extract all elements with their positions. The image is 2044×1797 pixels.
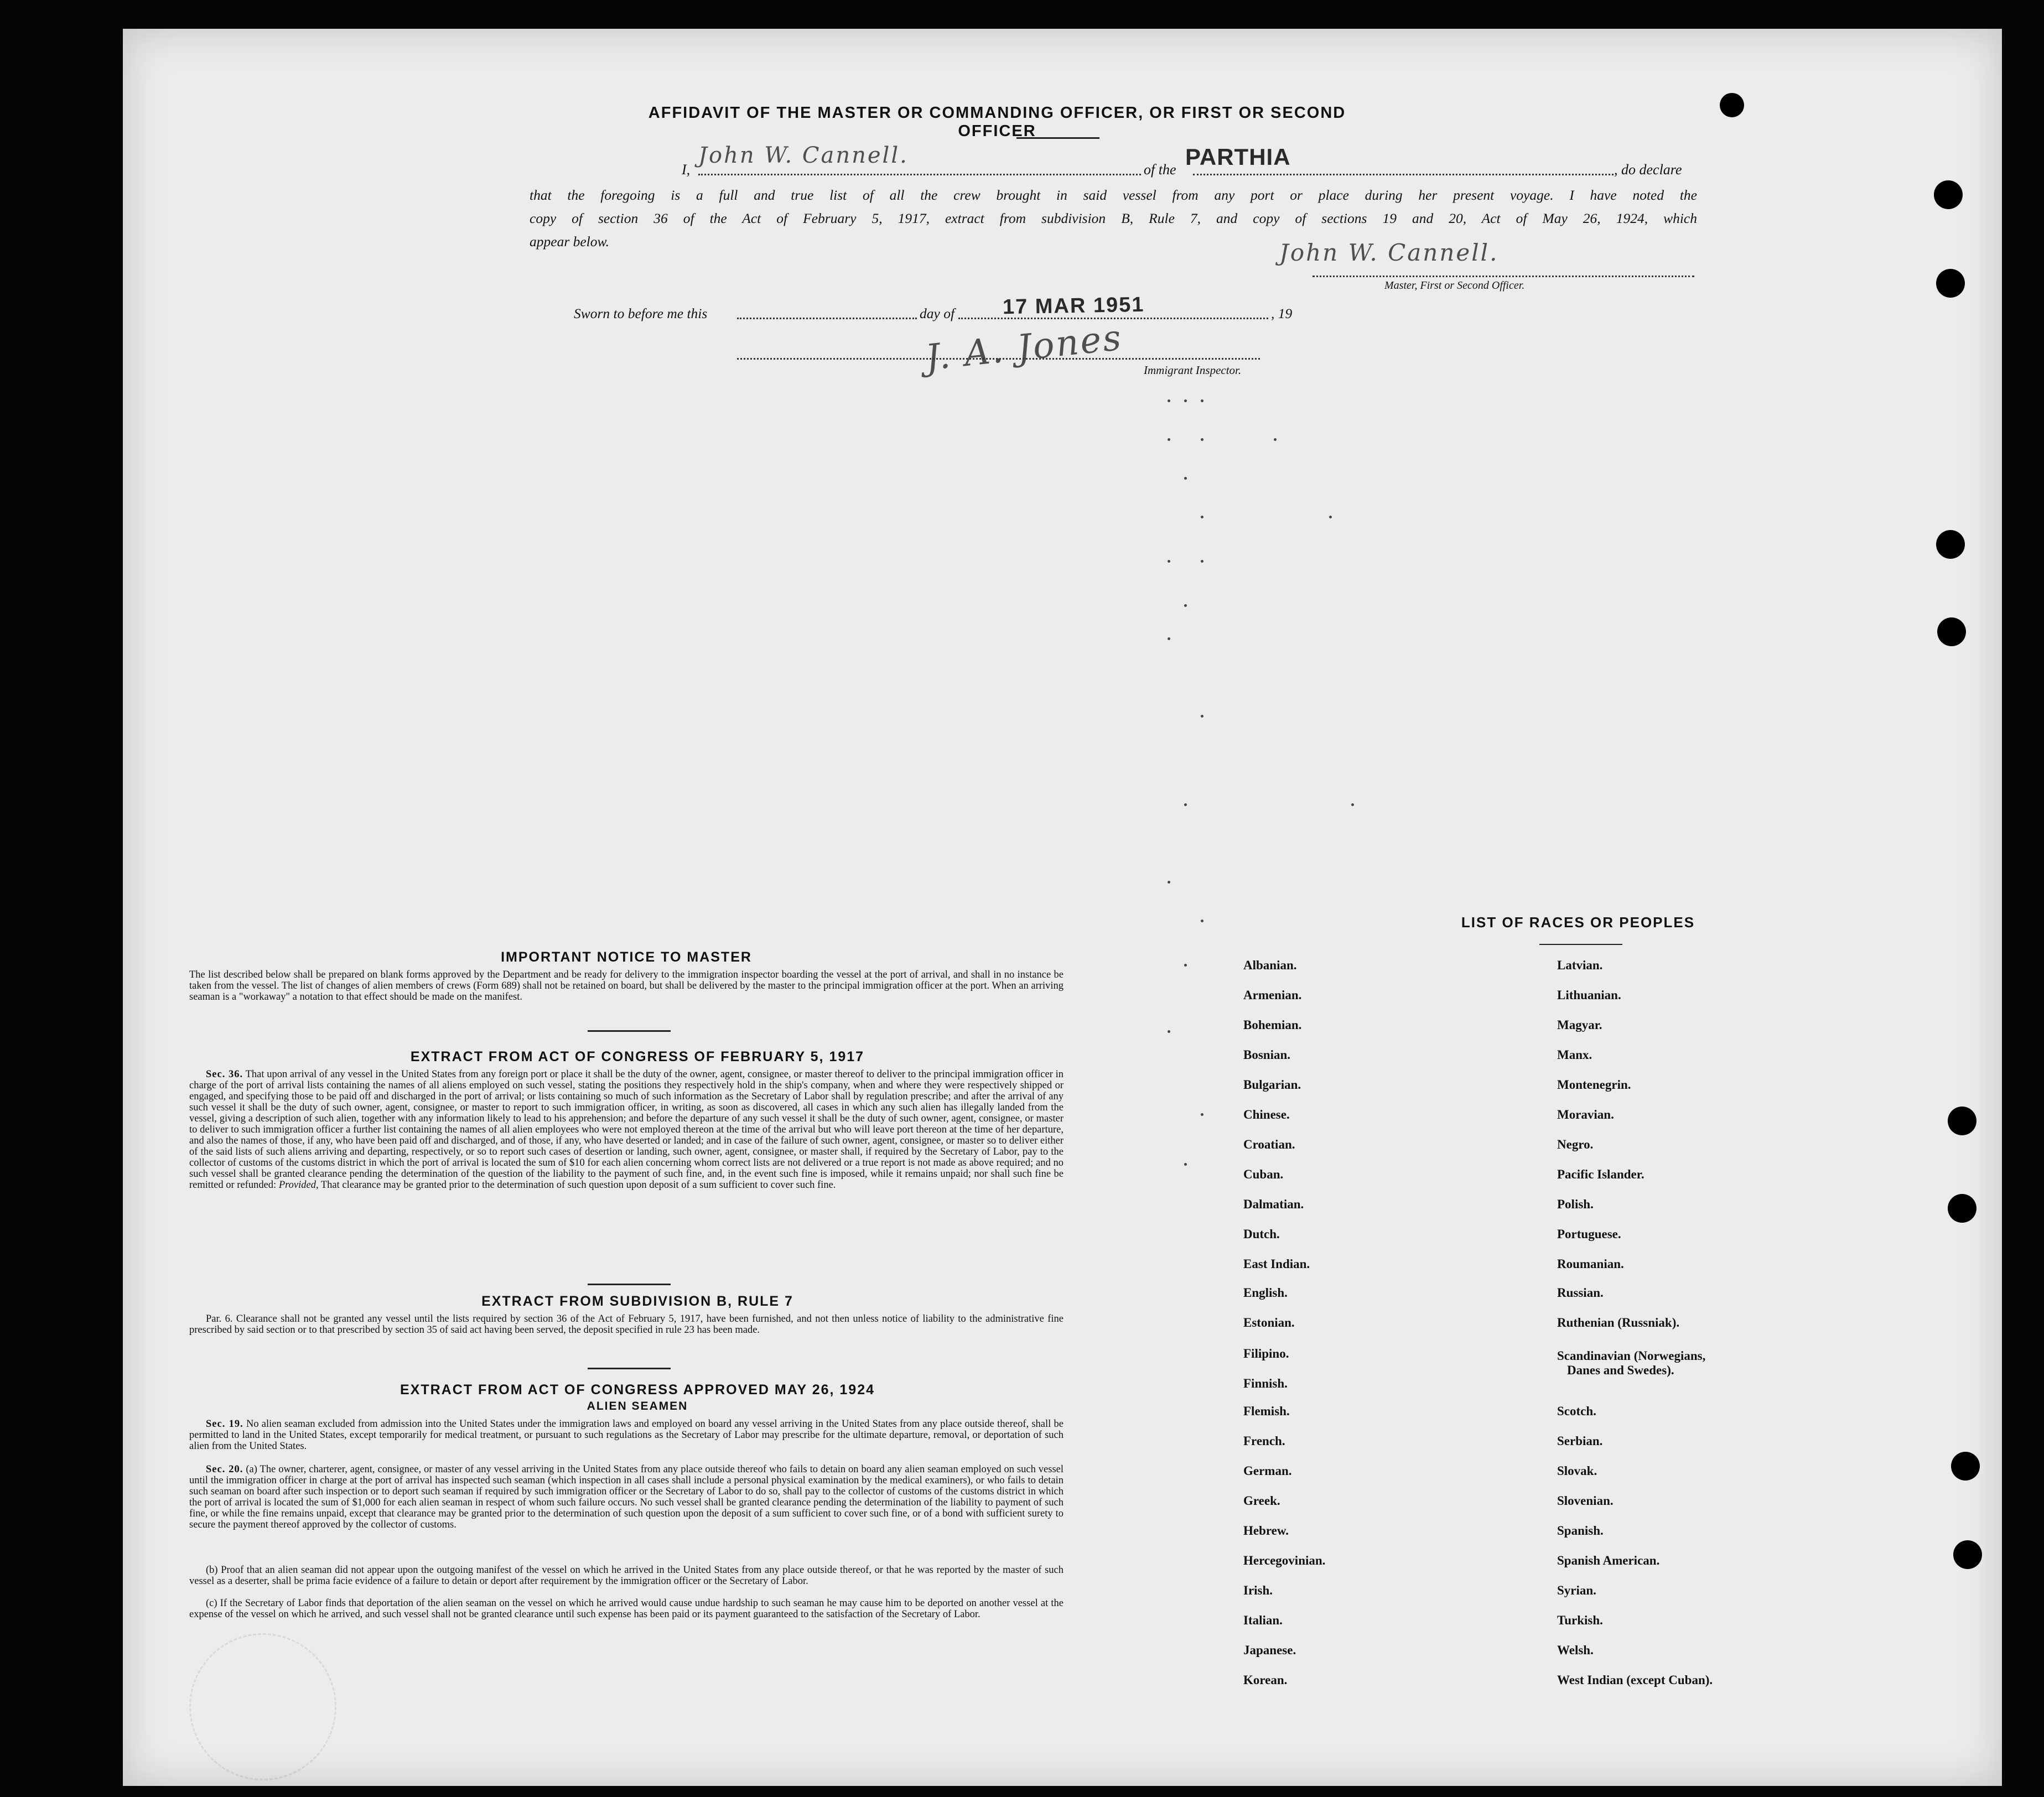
inspector-signature: J. A. Jones — [924, 317, 1125, 379]
bleed-speck — [1184, 803, 1187, 806]
sec-36-proviso: Provided, — [278, 1180, 319, 1191]
bleed-speck — [1351, 803, 1354, 806]
bleed-speck — [1168, 399, 1170, 402]
bleed-speck — [1201, 399, 1203, 402]
embossed-seal — [189, 1633, 336, 1780]
bleed-speck — [1329, 516, 1332, 518]
sworn-label: Sworn to before me this — [574, 305, 708, 321]
bleed-speck — [1184, 399, 1187, 402]
sec-19-label: Sec. 19. — [206, 1419, 243, 1430]
vessel-name-line — [1193, 174, 1614, 175]
race-item: Roumanian. — [1557, 1257, 1624, 1271]
sec-20a — [189, 1464, 1063, 1530]
race-item: Slovak. — [1557, 1464, 1597, 1478]
day-of-label: day of — [920, 305, 955, 321]
race-item: Montenegrin. — [1557, 1078, 1631, 1092]
document-page — [123, 29, 2002, 1786]
master-signature: John W. Cannell. — [698, 143, 909, 168]
race-item: Cuban. — [1243, 1167, 1284, 1181]
bleed-speck — [1201, 715, 1203, 718]
affidavit-title: AFFIDAVIT OF THE MASTER OR COMMANDING OFFICER, OR FIRST OR SECOND OFFICER — [648, 104, 1346, 140]
divider-2 — [588, 1284, 671, 1285]
extract-1917-text — [189, 1069, 1063, 1191]
race-item: Serbian. — [1557, 1434, 1603, 1448]
race-item: Bohemian. — [1243, 1018, 1302, 1032]
bleed-speck — [1201, 1113, 1203, 1116]
bleed-speck — [1201, 438, 1203, 441]
declaration-line-2: copy of section 36 of the Act of February 5, 1917, extract from subdivision B, Rule 7, and copy of sections 19 and 20, Act of May 26, 1924, which — [530, 210, 1697, 226]
race-item: Finnish. — [1243, 1377, 1288, 1390]
race-item: Dalmatian. — [1243, 1197, 1304, 1211]
punch-hole — [1937, 617, 1966, 646]
race-item: Magyar. — [1557, 1018, 1602, 1032]
punch-hole — [1936, 269, 1965, 298]
bleed-speck — [1201, 560, 1203, 563]
race-item: Polish. — [1557, 1197, 1594, 1211]
race-item: Lithuanian. — [1557, 988, 1621, 1002]
race-item: Slovenian. — [1557, 1494, 1614, 1508]
race-item: Spanish American. — [1557, 1554, 1660, 1567]
bleed-speck — [1201, 920, 1203, 922]
race-item: Japanese. — [1243, 1643, 1296, 1657]
bleed-speck — [1168, 438, 1170, 441]
sec-20b: (b) Proof that an alien seaman did not appear upon the outgoing manifest of the vessel on which he arrived in the United States from any place outside thereof, or that he was reported by the master of such vessel as a deserter, shall be prima facie evidence of a failure to detain or deport after requirement by the immigration officer or the Secretary of Labor. — [189, 1565, 1063, 1587]
sec-36-label: Sec. 36. — [206, 1069, 243, 1080]
bleed-speck — [1168, 560, 1170, 563]
sec-36-text-end: That clearance may be granted prior to the determination of such question upon deposit of a sum sufficient to cover such fine. — [320, 1180, 836, 1191]
bleed-speck — [1168, 1030, 1170, 1033]
race-item: Bulgarian. — [1243, 1078, 1301, 1092]
race-item: Scandinavian (Norwegians, — [1557, 1349, 1706, 1363]
race-item: Estonian. — [1243, 1316, 1295, 1329]
sec-20-label: Sec. 20. — [206, 1464, 243, 1475]
race-item: Turkish. — [1557, 1613, 1603, 1627]
divider-1 — [588, 1030, 671, 1032]
bleed-speck — [1274, 438, 1277, 441]
race-item: Spanish. — [1557, 1524, 1604, 1538]
race-item: Chinese. — [1243, 1108, 1290, 1121]
master-name-line — [698, 174, 1141, 175]
vessel-name: PARTHIA — [1185, 144, 1291, 170]
race-item: Dutch. — [1243, 1227, 1280, 1241]
bleed-speck — [1168, 881, 1170, 884]
punch-hole — [1948, 1194, 1976, 1223]
race-item: Greek. — [1243, 1494, 1280, 1508]
bleed-speck — [1168, 637, 1170, 640]
of-the-label: of the — [1144, 162, 1176, 178]
extract-1917-title: EXTRACT FROM ACT OF CONGRESS OF FEBRUARY 5, 1917 — [410, 1049, 865, 1064]
rule7-title: EXTRACT FROM SUBDIVISION B, RULE 7 — [481, 1294, 793, 1309]
inspector-caption: Immigrant Inspector. — [1144, 363, 1242, 377]
bleed-speck — [1184, 477, 1187, 480]
rule7-text: Par. 6. Clearance shall not be granted any vessel until the lists required by section 36 of the Act of February 5, 1917, have been furnished, and not then unless notice of liability to the administrative fine prescribed by said section or to that prescribed by section 35 of said act having been served, the deposit specified in rule 23 has been made. — [189, 1313, 1063, 1336]
race-item: Welsh. — [1557, 1643, 1594, 1657]
race-item: Moravian. — [1557, 1108, 1614, 1121]
race-item: Hercegovinian. — [1243, 1554, 1326, 1567]
race-item: East Indian. — [1243, 1257, 1310, 1271]
race-item: Irish. — [1243, 1583, 1273, 1597]
races-title: LIST OF RACES OR PEOPLES — [1461, 914, 1695, 931]
bleed-speck — [1184, 604, 1187, 607]
ink-blot — [1720, 93, 1744, 117]
extract-1924-title: EXTRACT FROM ACT OF CONGRESS APPROVED MAY 26, 1924 — [400, 1382, 875, 1398]
race-item: Italian. — [1243, 1613, 1283, 1627]
master-signature-caption: Master, First or Second Officer. — [1384, 279, 1525, 292]
race-item: Croatian. — [1243, 1138, 1295, 1151]
notice-text: The list described below shall be prepared on blank forms approved by the Department and be ready for delivery to the immigration inspector boarding the vessel at the port of arrival, and shall in no instance be taken from the vessel. The list of changes of alien members of crews (Form 689) shall not be retained on board, but shall be delivered by the master to the principal immigration officer at the port. When an arriving seaman is a "workaway" a notation to that effect should be made on the manifest. — [189, 969, 1063, 1003]
races-divider — [1539, 944, 1622, 945]
punch-hole — [1951, 1452, 1980, 1481]
race-item: Korean. — [1243, 1673, 1288, 1687]
i-label: I, — [682, 162, 691, 178]
bleed-speck — [1201, 516, 1203, 518]
punch-hole — [1936, 530, 1965, 559]
race-item: Danes and Swedes). — [1567, 1363, 1674, 1377]
punch-hole — [1948, 1107, 1976, 1135]
title-divider — [1016, 137, 1099, 139]
divider-3 — [588, 1368, 671, 1369]
master-signature-line — [1312, 276, 1694, 277]
race-item: Pacific Islander. — [1557, 1167, 1644, 1181]
bleed-speck — [1184, 1163, 1187, 1166]
master-signature-2: John W. Cannell. — [1279, 239, 1499, 266]
declaration-line-1: that the foregoing is a full and true list of all the crew brought in said vessel from any port or place during her present voyage. I have noted the — [530, 187, 1697, 203]
race-item: Latvian. — [1557, 958, 1603, 972]
sec-19-text: No alien seaman excluded from admission into the United States under the immigration laws and employed on board any vessel arriving in the United States from any place outside thereof, shall be permitted to land in the United States, except temporarily for medical treatment, or pursuant to such regulations as the Secretary of Labor may prescribe for the ultimate departure, removal, or deportation of such alien from the United States. — [189, 1419, 1064, 1452]
sworn-day-line — [737, 318, 917, 319]
race-item: Armenian. — [1243, 988, 1302, 1002]
race-item: Albanian. — [1243, 958, 1297, 972]
race-item: Flemish. — [1243, 1404, 1290, 1418]
do-declare: , do declare — [1614, 162, 1682, 178]
declaration-line-3: appear below. — [530, 233, 610, 250]
race-item: Ruthenian (Russniak). — [1557, 1316, 1680, 1329]
race-item: Hebrew. — [1243, 1524, 1289, 1538]
race-item: Syrian. — [1557, 1583, 1596, 1597]
sec-36-text: That upon arrival of any vessel in the United States from any foreign port or place it shall be the duty of the owner, agent, consignee, or master thereof to deliver to the principal immigration officer in charge of the port of arrival lists containing the names of all aliens employed on such vessel, stating the positions they respectively hold in the ship's company, when and where they were respectively shipped or engaged, and specifying those to be paid off and discharged in the port of arrival; or lists containing so much of such information as the Secretary of Labor shall by regulation prescribe; and after the arrival of any such vessel it shall be the duty of such owner, agent, consignee, or master to report to such immigration officer, in writing, as soon as discovered, all cases in which any such alien has illegally landed from the vessel, giving a description of such alien, together with any information likely to lead to his apprehension; and before the departure of any such vessel it shall be the duty of such owner, agent, consignee, or master to deliver to such immigration officer a further list containing the names of all alien employees who were not employed thereon at the time of the arrival but who will leave port thereon at the time of her departure, and also the names of those, if any, who have been paid off and discharged, and of those, if any, who have deserted or landed; and in case of the failure of such owner, agent, consignee, or master so to deliver either of the said lists of such aliens arriving and departing, respectively, or so to report such cases of desertion or landing, such owner, agent, consignee, or master shall, if required by the Secretary of Labor, pay to the collector of customs of the customs district in which the port of arrival is located the sum of $10 for each alien concerning whom correct lists are not delivered or a true report is not made as above required; and no such vessel shall be granted clearance pending the determination of the question of the liability to the payment of such fine, and, in the event such fine is imposed, while it remains unpaid; nor shall such fine be remitted or refunded: — [189, 1069, 1063, 1191]
race-item: Scotch. — [1557, 1404, 1596, 1418]
race-item: Manx. — [1557, 1048, 1592, 1062]
bleed-speck — [1184, 964, 1187, 967]
punch-hole — [1953, 1540, 1982, 1569]
date-stamp: 17 MAR 1951 — [1002, 293, 1145, 319]
sec-19 — [189, 1419, 1063, 1452]
inspector-signature-line — [737, 358, 1260, 360]
notice-title: IMPORTANT NOTICE TO MASTER — [501, 949, 752, 965]
sec-20a-text: (a) The owner, charterer, agent, consignee, or master of any vessel arriving in the United States from any place outside thereof who fails to detain on board any alien seaman employed on such vessel until the immigration officer in charge at the port of arrival has inspected such seaman (which inspection in all cases shall include a personal physical examination by the medical examiners), or who fails to detain such seaman on board after such inspection or to deport such seaman if required by such immigration officer or the Secretary of Labor to do so, shall pay to the collector of customs of the customs district in which the port of arrival is located the sum of $1,000 for each alien seaman in respect of whom such failure occurs. No such vessel shall be granted clearance pending the determination of the liability to payment of such fine, or while the fine remains unpaid, except that clearance may be granted prior to the determination of such question upon the deposit of a sum sufficient to cover such fine, or of a bond with sufficient surety to secure the payment thereof approved by the collector of customs. — [189, 1464, 1063, 1530]
race-item: Portuguese. — [1557, 1227, 1621, 1241]
race-item: Filipino. — [1243, 1347, 1289, 1360]
race-item: English. — [1243, 1286, 1288, 1300]
race-item: Russian. — [1557, 1286, 1604, 1300]
race-item: German. — [1243, 1464, 1292, 1478]
alien-seamen-subtitle: ALIEN SEAMEN — [587, 1400, 688, 1412]
sec-20c: (c) If the Secretary of Labor finds that deportation of the alien seaman on the vessel on which he arrived would cause undue hardship to such seaman he may cause him to be deported on another vessel at the expense of the vessel on which he arrived, and such vessel shall not be granted clearance until such expense has been paid or its payment guaranteed to the satisfaction of the Secretary of Labor. — [189, 1598, 1063, 1620]
race-item: Bosnian. — [1243, 1048, 1291, 1062]
punch-hole — [1934, 180, 1963, 209]
year-prefix: , 19 — [1271, 305, 1293, 321]
race-item: Negro. — [1557, 1138, 1594, 1151]
race-item: West Indian (except Cuban). — [1557, 1673, 1713, 1687]
race-item: French. — [1243, 1434, 1285, 1448]
